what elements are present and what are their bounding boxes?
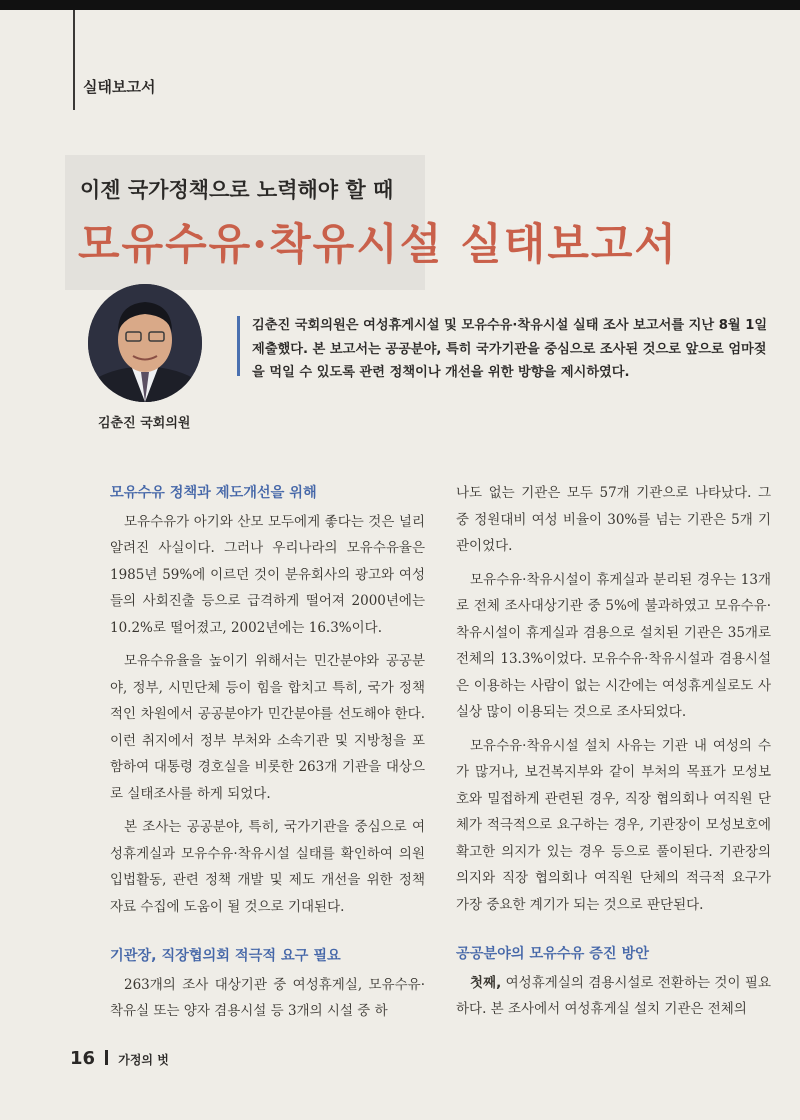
page-number: 16 [70,1048,96,1069]
right-column [456,480,771,1030]
section-label: 실태보고서 [83,78,156,96]
portrait-illustration [88,284,202,402]
left-column [110,480,425,1032]
section-heading: 공공분야의 모유수유 증진 방안 [456,946,649,962]
body-paragraph: 모유수유·착유시설 설치 사유는 기관 내 여성의 수가 많거나, 보건복지부와 같이 부처의 목표가 모성보호와 밀접하게 관련된 경우, 직장 협의회나 여직원 단체가 적극적으로 요구하는 경우, 기관장이 모성보호에 확고한 의지가 있는 경우 등으로 풀이된다. 기관장의 의지와 직장 협의회나 여직원 단체의 적극적 요구가 가장 중요한 계기가 되는 것으로 판단된다. [456,737,771,913]
body-paragraph: 모유수유율을 높이기 위해서는 민간분야와 공공분야, 정부, 시민단체 등이 힘을 합치고 특히, 국가 정책적인 차원에서 공공분야가 민간분야를 선도해야 한다. 이런 취지에서 정부 부처와 소속기관 및 지방청을 포함하여 대통령 경호실을 비롯한 263개 기관을 대상으로 실태조사를 하게 되었다. [110,653,425,802]
body-paragraph [456,970,771,1023]
article-title: 모유수유·착유시설 실태보고서 [78,220,678,270]
intro-accent-bar [237,316,240,376]
portrait-photo [88,284,202,402]
body-paragraph: 나도 없는 기관은 모두 57개 기관으로 나타났다. 그 중 정원대비 여성 비율이 30%를 넘는 기관은 5개 기관이었다. [456,485,771,554]
footer-divider [105,1050,108,1065]
body-paragraph: 본 조사는 공공분야, 특히, 국가기관을 중심으로 여성휴게실과 모유수유·착유시설 실태를 확인하여 의원 입법활동, 관련 정책 개발 및 제도 개선을 위한 정책 자료 수집에 도움이 될 것으로 기대된다. [110,819,425,915]
body-text: 여성휴게실의 겸용시설로 전환하는 것이 필요하다. 본 조사에서 여성휴게실 설치 기관은 전체의 [456,974,771,1017]
photo-caption: 김춘진 국회의원 [98,416,191,431]
emphasis-first: 첫째, [470,974,502,991]
page-footer [70,1048,169,1069]
article-subtitle: 이젠 국가정책으로 노력해야 할 때 [80,178,394,202]
body-paragraph: 모유수유가 아기와 산모 모두에게 좋다는 것은 널리 알려진 사실이다. 그러나 우리나라의 모유수유율은 1985년 59%에 이르던 것이 분유회사의 광고와 여성들의 사회진출 등으로 급격하게 떨어져 2000년에는 10.2%로 떨어졌고, 2002년에는 16.3%이다. [110,513,425,636]
body-paragraph: 263개의 조사 대상기관 중 여성휴게실, 모유수유·착유실 또는 양자 겸용시설 등 3개의 시설 중 하 [110,976,425,1019]
body-paragraph: 모유수유·착유시설이 휴게실과 분리된 경우는 13개로 전체 조사대상기관 중 5%에 불과하였고 모유수유·착유시설이 휴게실과 겸용으로 설치된 기관은 35개로 전체의 13.3%이었다. 모유수유·착유시설과 겸용시설은 이용하는 사람이 없는 시간에는 여성휴게실로도 사실상 많이 이용되는 것으로 조사되었다. [456,571,771,720]
section-heading: 모유수유 정책과 제도개선을 위해 [110,485,317,501]
intro-paragraph: 김춘진 국회의원은 여성휴게시설 및 모유수유·착유시설 실태 조사 보고서를 지난 8월 1일 제출했다. 본 보고서는 공공분야, 특히 국가기관을 중심으로 조사된 것으로 앞으로 엄마젖을 먹일 수 있도록 관련 정책이나 개선을 위한 방향을 제시하였다. [252,318,768,380]
section-rule [73,10,75,110]
top-border [0,0,800,10]
section-heading: 기관장, 직장협의회 적극적 요구 필요 [110,948,341,964]
magazine-name: 가정의 벗 [118,1053,169,1067]
